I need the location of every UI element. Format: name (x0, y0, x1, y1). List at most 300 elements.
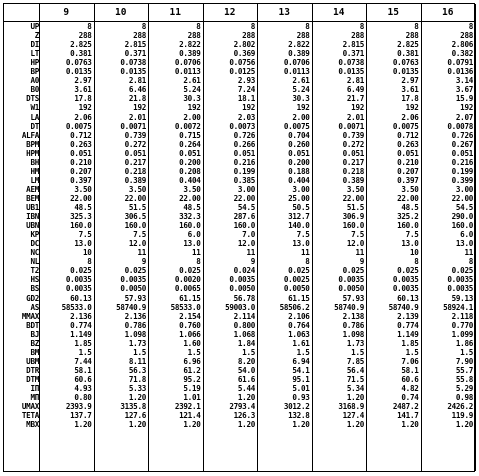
row-label: Z (34, 31, 39, 41)
table-cell: 121.4 (179, 411, 201, 421)
table-cell: 306.9 (342, 212, 364, 222)
table-cell: 0.0020 (174, 275, 201, 285)
row-label: IBN (26, 212, 39, 222)
table-cell: 8 (87, 257, 92, 267)
table-cell: 1.20 (128, 393, 146, 403)
table-cell: 22.00 (397, 193, 419, 203)
table-cell: 0.025 (179, 266, 201, 276)
table-cell: 2393.9 (65, 402, 92, 412)
table-cell: 11 (191, 248, 201, 258)
table-cell: 11 (246, 248, 255, 258)
table-cell: 0.0050 (120, 284, 146, 294)
table-cell: 58740.9 (116, 302, 146, 312)
row-label: BZ (30, 338, 39, 348)
row-label: DTM (26, 374, 39, 384)
table-cell: 17.8 (401, 94, 419, 104)
table-cell: 0.0035 (392, 284, 419, 294)
column-header: 11 (169, 7, 181, 18)
row-label: UB1 (26, 203, 39, 212)
table-cell: 2.138 (342, 311, 364, 321)
table-cell: 0.715 (179, 130, 201, 140)
table-cell: 58.1 (401, 365, 419, 375)
table-cell: 192 (351, 103, 364, 113)
table-cell: 10 (82, 248, 92, 258)
table-cell: 137.7 (70, 411, 92, 421)
table-cell: 12.0 (128, 239, 146, 249)
table-cell: 0.704 (288, 130, 310, 140)
table-cell: 57.93 (342, 293, 364, 303)
table-cell: 0.051 (342, 148, 364, 158)
table-cell: 8 (305, 257, 310, 267)
table-cell: 160.0 (397, 221, 419, 231)
table-cell: 0.0071 (120, 121, 146, 131)
table-cell: 0.0763 (392, 58, 419, 68)
table-cell: 0.404 (288, 175, 310, 185)
table-cell: 7.5 (351, 230, 364, 240)
table-cell: 140.0 (288, 221, 310, 231)
table-cell: 61.6 (237, 374, 255, 384)
table-cell: 0.216 (233, 157, 255, 167)
table-cell: 287.6 (233, 212, 255, 222)
table-cell: 0.0763 (65, 58, 92, 68)
table-cell: 0.381 (70, 49, 92, 59)
table-cell: 192 (405, 103, 419, 113)
row-label: UMAX (21, 402, 39, 412)
table-cell: 0.264 (179, 139, 201, 149)
table-cell: 2.822 (179, 40, 201, 50)
table-cell: 0.210 (397, 157, 419, 167)
table-cell: 13.0 (401, 239, 419, 249)
table-cell: 58924.1 (443, 302, 473, 312)
row-label: W1 (30, 103, 39, 113)
table-cell: 0.217 (342, 157, 364, 167)
table-cell: 0.712 (397, 130, 419, 140)
table-cell: 0.0035 (120, 275, 146, 285)
table-cell: 0.260 (288, 139, 310, 149)
table-cell: 7.5 (78, 230, 92, 240)
table-cell: 59003.0 (225, 302, 255, 312)
table-cell: 2.825 (70, 40, 92, 50)
table-cell: 8 (414, 257, 419, 267)
table-cell: 3.61 (74, 85, 92, 95)
table-cell: 3.14 (455, 76, 473, 86)
table-cell: 1.20 (183, 420, 201, 430)
table-cell: 51.5 (128, 203, 146, 212)
table-cell: 7.44 (74, 356, 92, 366)
table-cell: 1.20 (401, 420, 419, 430)
row-label: ALFA (21, 130, 39, 140)
table-cell: 6.0 (187, 230, 201, 240)
table-header-row (4, 4, 474, 22)
row-label: BEM (26, 193, 39, 203)
table-cell: 22.00 (124, 193, 146, 203)
table-cell: 1.61 (292, 338, 310, 348)
table-cell: 0.0135 (392, 67, 419, 77)
table-cell: 54.0 (237, 365, 255, 375)
table-cell: 2.154 (179, 311, 201, 321)
table-cell: 0.712 (70, 130, 92, 140)
table-cell: 3168.9 (338, 402, 364, 412)
table-cell: 192 (78, 103, 92, 113)
table-cell: 59.13 (451, 293, 473, 303)
table-cell: 9 (141, 257, 146, 267)
table-cell: 0.200 (288, 157, 310, 167)
table-cell: 6.46 (128, 85, 146, 95)
table-cell: 0.726 (233, 130, 255, 140)
table-cell: 8.11 (128, 356, 146, 366)
table-cell: 58.1 (74, 365, 92, 375)
table-cell: 3012.2 (283, 402, 310, 412)
row-label: HM (30, 166, 39, 176)
table-cell: 54.1 (292, 365, 310, 375)
table-cell: 2.97 (74, 76, 92, 86)
table-cell: 0.389 (342, 175, 364, 185)
table-cell: 1.20 (74, 420, 92, 430)
table-cell: 0.025 (124, 266, 146, 276)
table-cell: 0.385 (233, 175, 255, 185)
table-cell: 0.397 (70, 175, 92, 185)
table-cell: 1.60 (183, 338, 201, 348)
table-cell: 30.3 (183, 94, 201, 104)
table-cell: 288 (242, 31, 255, 41)
row-label: HP (30, 58, 39, 68)
table-cell: 0.389 (288, 49, 310, 59)
row-label: UP (30, 22, 39, 31)
row-label: BP (30, 67, 39, 77)
table-cell: 0.0706 (283, 58, 310, 68)
table-cell: 0.051 (397, 148, 419, 158)
table-cell: 192 (187, 103, 201, 113)
table-cell: 3.00 (455, 184, 473, 194)
table-cell: 0.786 (124, 320, 146, 330)
table-cell: 0.0050 (229, 284, 255, 294)
table-cell: 2.825 (397, 40, 419, 50)
table-cell: 7.0 (242, 230, 255, 240)
table-cell: 1.5 (133, 347, 146, 357)
table-cell: 25.00 (288, 193, 310, 203)
table-cell: 0.404 (179, 175, 201, 185)
table-cell: 0.74 (401, 393, 419, 403)
table-cell: 0.0136 (447, 67, 473, 77)
table-cell: 1.066 (179, 329, 201, 339)
table-cell: 2.81 (128, 76, 146, 86)
table-cell: 21.8 (128, 94, 146, 104)
row-label: MMAX (21, 311, 39, 321)
table-cell: 54.5 (455, 203, 473, 212)
table-cell: 7.5 (133, 230, 146, 240)
table-cell: 0.369 (233, 49, 255, 59)
column-header: 12 (224, 7, 236, 18)
table-cell: 0.218 (124, 166, 146, 176)
table-cell: 1.5 (242, 347, 255, 357)
table-cell: 0.389 (124, 175, 146, 185)
table-cell: 0.025 (451, 266, 473, 276)
table-cell: 8 (196, 22, 201, 31)
table-cell: 61.2 (183, 365, 201, 375)
table-cell: 1.73 (128, 338, 146, 348)
table-cell: 3.00 (292, 184, 310, 194)
row-label: LA (30, 112, 39, 122)
table-cell: 0.025 (342, 266, 364, 276)
row-label: T2 (30, 266, 39, 276)
table-cell: 8 (141, 22, 146, 31)
table-cell: 0.0035 (447, 284, 473, 294)
table-cell: 306.5 (124, 212, 146, 222)
table-cell: 3.67 (455, 85, 473, 95)
table-cell: 1.063 (288, 329, 310, 339)
table-cell: 192 (133, 103, 146, 113)
table-cell: 0.217 (124, 157, 146, 167)
table-cell: 8 (305, 22, 310, 31)
table-cell: 0.0125 (229, 67, 255, 77)
table-cell: 0.207 (397, 166, 419, 176)
table-cell: 2.61 (183, 76, 201, 86)
table-cell: 3135.8 (120, 402, 146, 412)
table-cell: 2.106 (288, 311, 310, 321)
table-cell: 48.5 (74, 203, 92, 212)
table-cell: 0.0050 (338, 284, 364, 294)
table-cell: 288 (405, 31, 419, 41)
row-label: UBM (26, 356, 39, 366)
table-cell: 192 (296, 103, 310, 113)
table-cell: 0.371 (342, 49, 364, 59)
table-cell: 0.786 (342, 320, 364, 330)
table-cell: 0.93 (292, 393, 310, 403)
table-cell: 22.00 (342, 193, 364, 203)
table-cell: 71.5 (346, 374, 364, 384)
table-cell: 0.0078 (447, 121, 473, 131)
table-cell: 0.025 (70, 266, 92, 276)
table-cell: 1.5 (460, 347, 473, 357)
table-cell: 2.06 (401, 112, 419, 122)
table-cell: 22.00 (233, 193, 255, 203)
table-cell: 8.20 (237, 356, 255, 366)
table-cell: 13.0 (74, 239, 92, 249)
table-cell: 1.068 (233, 329, 255, 339)
table-cell: 61.15 (179, 293, 201, 303)
table-cell: 2392.1 (174, 402, 201, 412)
table-cell: 288 (187, 31, 201, 41)
table-cell: 7.24 (237, 85, 255, 95)
row-label: BJ (30, 329, 39, 339)
table-cell: 60.13 (70, 293, 92, 303)
table-cell: 0.760 (179, 320, 201, 330)
table-cell: 0.051 (233, 148, 255, 158)
column-header: 14 (333, 7, 345, 18)
table-cell: 8 (250, 22, 255, 31)
table-cell: 288 (78, 31, 92, 41)
row-label: GD2 (26, 293, 39, 303)
table-cell: 0.272 (124, 139, 146, 149)
table-cell: 12.0 (237, 239, 255, 249)
table-cell: 325.3 (70, 212, 92, 222)
table-cell: 0.0035 (338, 275, 364, 285)
table-cell: 0.267 (451, 139, 473, 149)
row-label: DC (30, 239, 39, 249)
table-cell: 48.5 (183, 203, 201, 212)
table-cell: 4.93 (74, 384, 92, 393)
table-cell: 55.7 (455, 365, 473, 375)
table-cell: 3.50 (401, 184, 419, 194)
column-header: 10 (115, 7, 127, 18)
table-cell: 4.82 (401, 384, 419, 393)
table-cell: 5.19 (183, 384, 201, 393)
row-label: AS (30, 302, 39, 312)
table-cell: 0.263 (70, 139, 92, 149)
table-cell: 0.216 (451, 157, 473, 167)
table-cell: 22.00 (179, 193, 201, 203)
table-cell: 1.73 (346, 338, 364, 348)
column-divider (475, 4, 476, 471)
table-cell: 30.3 (292, 94, 310, 104)
table-cell: 1.20 (237, 393, 255, 403)
table-cell: 21.7 (346, 94, 364, 104)
table-cell: 2.802 (233, 40, 255, 50)
table-cell: 9 (250, 257, 255, 267)
table-cell: 0.382 (451, 49, 473, 59)
table-cell: 0.199 (233, 166, 255, 176)
table-cell: 60.6 (401, 374, 419, 384)
table-cell: 1.5 (78, 347, 92, 357)
row-label: LM (30, 175, 39, 185)
table-cell: 18.1 (237, 94, 255, 104)
table-cell: 5.34 (346, 384, 364, 393)
row-label: BPM (26, 139, 39, 149)
table-cell: 58533.0 (61, 302, 92, 312)
table-cell: 0.208 (179, 166, 201, 176)
table-cell: 1.01 (183, 393, 201, 403)
table-cell: 0.389 (179, 49, 201, 59)
table-cell: 0.0756 (229, 58, 255, 68)
table-cell: 1.5 (405, 347, 419, 357)
table-cell: 325.2 (397, 212, 419, 222)
table-cell: 0.0135 (338, 67, 364, 77)
table-cell: 3.00 (237, 184, 255, 194)
table-cell: 2.806 (451, 40, 473, 50)
table-cell: 0.0073 (229, 121, 255, 131)
table-cell: 5.01 (292, 384, 310, 393)
row-label: BS (30, 284, 39, 294)
table-cell: 192 (242, 103, 255, 113)
table-cell: 57.93 (124, 293, 146, 303)
table-cell: 1.149 (397, 329, 419, 339)
table-cell: 11 (464, 248, 473, 258)
table-cell: 0.0035 (65, 284, 92, 294)
table-cell: 11 (355, 248, 364, 258)
table-cell: 126.3 (233, 411, 255, 421)
table-cell: 192 (460, 103, 473, 113)
table-cell: 9 (359, 257, 364, 267)
table-cell: 0.0135 (65, 67, 92, 77)
table-cell: 0.218 (342, 166, 364, 176)
table-cell: 0.207 (70, 166, 92, 176)
table-cell: 1.098 (124, 329, 146, 339)
row-label: HS (30, 275, 39, 285)
table-cell: 0.051 (288, 148, 310, 158)
table-cell: 60.13 (397, 293, 419, 303)
row-label: B0 (30, 85, 39, 95)
row-label: NL (30, 257, 39, 267)
table-cell: 1.84 (237, 338, 255, 348)
table-cell: 8 (468, 257, 473, 267)
table-cell: 0.0035 (229, 275, 255, 285)
row-label: NC (30, 248, 39, 258)
table-cell: 290.0 (451, 212, 473, 222)
row-label: DTR (26, 365, 39, 375)
table-cell: 0.210 (70, 157, 92, 167)
table-cell: 13.0 (455, 239, 473, 249)
table-cell: 1.149 (70, 329, 92, 339)
table-cell: 0.381 (397, 49, 419, 59)
table-cell: 2.81 (346, 76, 364, 86)
table-cell: 0.051 (179, 148, 201, 158)
table-cell: 0.0791 (447, 58, 473, 68)
table-cell: 56.3 (128, 365, 146, 375)
table-cell: 71.8 (128, 374, 146, 384)
table-cell: 6.49 (346, 85, 364, 95)
table-cell: 58740.9 (388, 302, 419, 312)
table-cell: 288 (133, 31, 146, 41)
table-cell: 5.24 (183, 85, 201, 95)
table-cell: 2.61 (292, 76, 310, 86)
table-cell: 0.0738 (120, 58, 146, 68)
table-cell: 2.01 (346, 112, 364, 122)
table-cell: 8 (468, 22, 473, 31)
table-cell: 160.0 (342, 221, 364, 231)
table-cell: 0.726 (451, 130, 473, 140)
table-cell: 3.61 (401, 85, 419, 95)
table-cell: 2793.4 (229, 402, 255, 412)
table-cell: 288 (460, 31, 473, 41)
table-cell: 7.85 (346, 356, 364, 366)
row-label: BM (30, 347, 39, 357)
table-cell: 0.272 (342, 139, 364, 149)
data-table (3, 3, 475, 472)
table-cell: 0.0075 (392, 121, 419, 131)
table-cell: 0.770 (451, 320, 473, 330)
table-cell: 1.85 (401, 338, 419, 348)
table-cell: 5.24 (292, 85, 310, 95)
table-cell: 2.822 (288, 40, 310, 50)
table-cell: 55.8 (455, 374, 473, 384)
table-cell: 127.6 (124, 411, 146, 421)
table-cell: 61.15 (288, 293, 310, 303)
table-cell: 1.20 (128, 420, 146, 430)
table-cell: 0.0035 (392, 275, 419, 285)
table-cell: 0.397 (397, 175, 419, 185)
row-label: TETA (21, 411, 39, 421)
table-cell: 0.0706 (174, 58, 201, 68)
table-cell: 0.98 (455, 393, 473, 403)
table-cell: 0.0035 (65, 275, 92, 285)
table-cell: 15.9 (455, 94, 473, 104)
table-cell: 2.03 (237, 112, 255, 122)
table-cell: 160.0 (233, 221, 255, 231)
table-cell: 0.051 (124, 148, 146, 158)
table-cell: 8 (87, 22, 92, 31)
table-cell: 22.00 (451, 193, 473, 203)
column-header: 13 (278, 7, 290, 18)
table-cell: 17.8 (74, 94, 92, 104)
table-cell: 7.90 (455, 356, 473, 366)
table-cell: 95.2 (183, 374, 201, 384)
table-cell: 2487.2 (392, 402, 419, 412)
table-cell: 2.118 (451, 311, 473, 321)
table-cell: 312.7 (288, 212, 310, 222)
table-cell: 8 (196, 257, 201, 267)
table-cell: 332.3 (179, 212, 201, 222)
table-cell: 2.815 (124, 40, 146, 50)
